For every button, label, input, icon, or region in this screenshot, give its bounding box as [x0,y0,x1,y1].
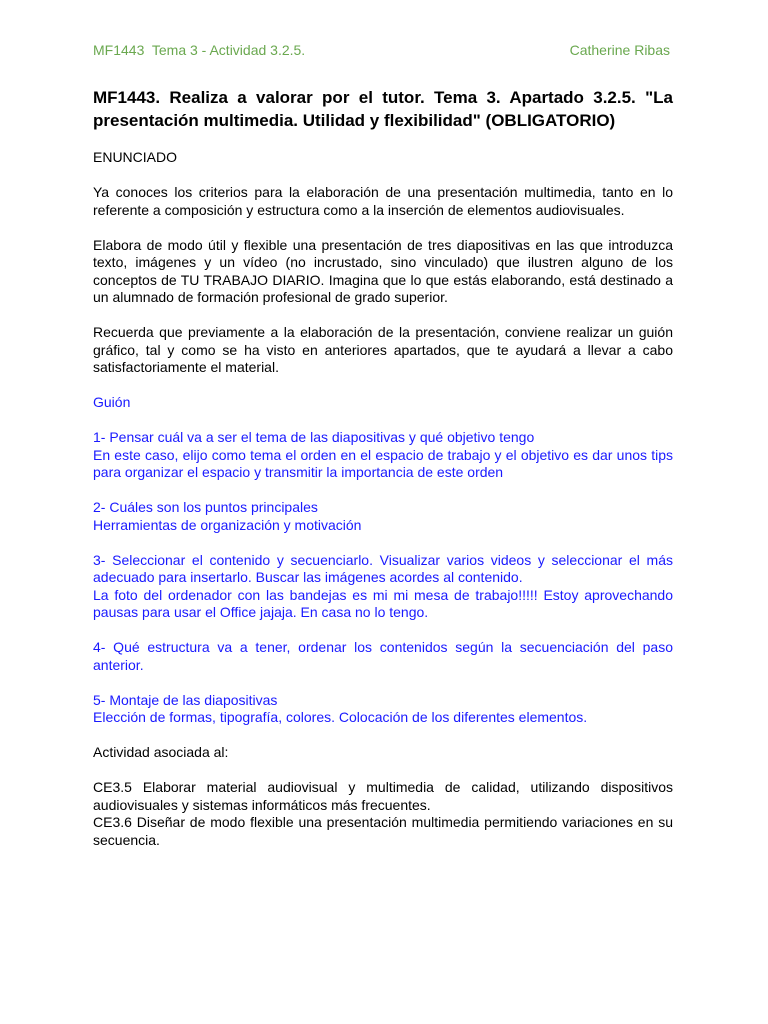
guion-step-4 [93,639,673,674]
document-title: MF1443. Realiza a valorar por el tutor. Tema 3. Apartado 3.2.5. "La presentación multimedia. Utilidad y flexibilidad" (OBLIGATORIO) [93,88,673,130]
criterio-ce3-5: CE3.5 Elaborar material audiovisual y multimedia de calidad, utilizando dispositivos audiovisuales y sistemas informáticos más frecuentes. [93,779,673,813]
enunciado-heading: ENUNCIADO [93,149,178,165]
criterio-ce3-6: CE3.6 Diseñar de modo flexible una presentación multimedia permitiendo variaciones en su secuencia. [93,814,673,848]
page-header [93,42,673,62]
guion-step-4-title: 4- Qué estructura va a tener, ordenar los contenidos según la secuenciación del paso anterior. [93,639,673,673]
guion-step-1 [93,429,673,482]
guion-step-3-title: 3- Seleccionar el contenido y secuenciarlo. Visualizar varios videos y seleccionar el más adecuado para insertarlo. Buscar las imágenes acordes al contenido. [93,551,673,585]
document-body [93,149,673,867]
guion-step-1-text: En este caso, elijo como tema el orden en el espacio de trabajo y el objetivo es dar unos tips para organizar el espacio y transmitir la importancia de este orden [93,446,673,480]
guion-heading: Guión [93,394,131,410]
guion-step-5-text: Elección de formas, tipografía, colores. Colocación de los diferentes elementos. [93,709,588,725]
guion-step-3 [93,552,673,622]
guion-step-3-text: La foto del ordenador con las bandejas es mi mi mesa de trabajo!!!!! Estoy aprovechando pausas para usar el Office jajaja. En casa no lo tengo. [93,586,673,620]
guion-step-5-title: 5- Montaje de las diapositivas [93,691,278,708]
header-author: Catherine Ribas [569,42,670,58]
criterios-evaluacion [93,779,673,849]
paragraph-elabora: Elabora de modo útil y flexible una presentación de tres diapositivas en las que introduzca texto, imágenes y un vídeo (no incrustado, sino vinculado) que ilustren alguno de los conceptos de TU TRABAJO DIARIO. Imagina que lo que estás elaborando, está destinado a un alumnado de formación profesional de grado superior. [93,236,673,305]
actividad-heading: Actividad asociada al: [93,744,229,760]
guion-step-5 [93,692,673,727]
paragraph-criterios: Ya conoces los criterios para la elaboración de una presentación multimedia, tanto en lo referente a composición y estructura como a la inserción de elementos audiovisuales. [93,184,673,218]
paragraph-recuerda: Recuerda que previamente a la elaboración de la presentación, conviene realizar un guión gráfico, tal y como se ha visto en anteriores apartados, que te ayudará a llevar a cabo satisfactoriamente el material. [93,324,673,375]
header-course-activity: MF1443 Tema 3 - Actividad 3.2.5. [93,42,306,58]
guion-step-2-text: Herramientas de organización y motivación [93,516,362,533]
guion-step-2-title: 2- Cuáles son los puntos principales [93,499,318,515]
guion-step-1-title: 1- Pensar cuál va a ser el tema de las diapositivas y qué objetivo tengo [93,429,535,445]
guion-step-2 [93,499,673,534]
